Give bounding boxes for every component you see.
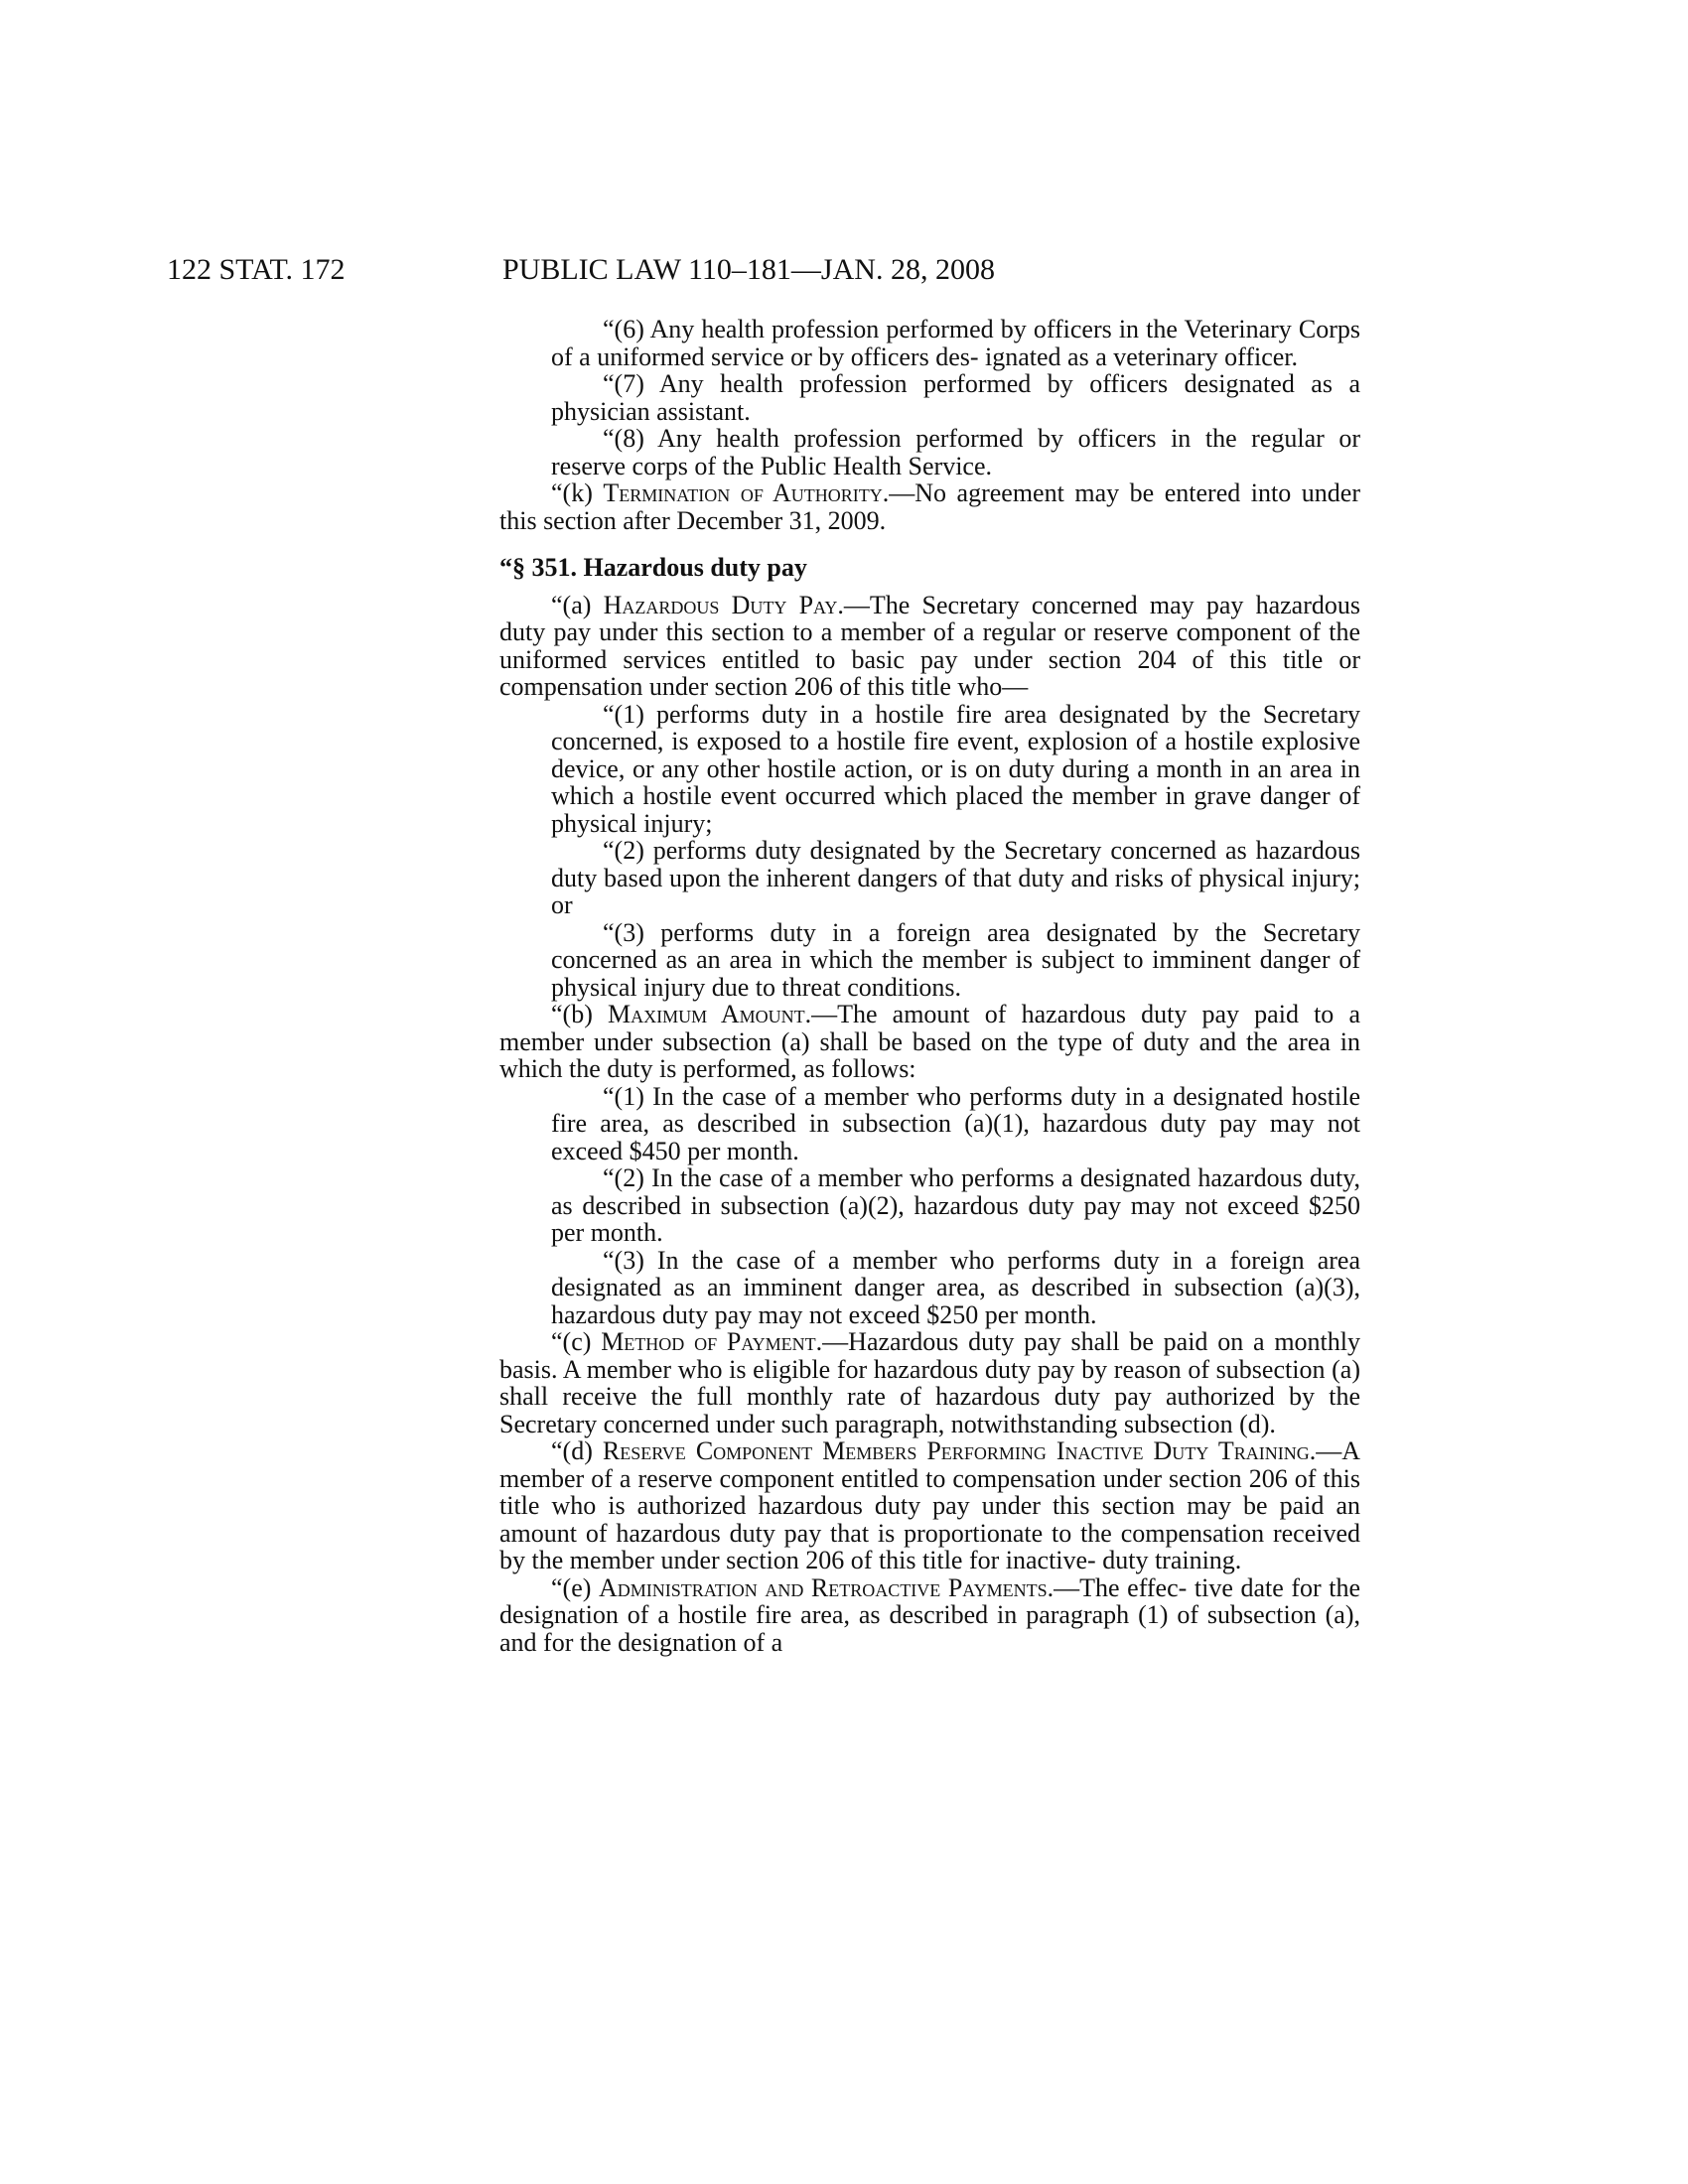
page-header: [167, 250, 1358, 290]
subsection-k-prefix: “(k): [551, 478, 604, 507]
subsection-c-method-of-payment: [499, 1328, 1360, 1437]
subsection-b-prefix: “(b): [551, 1000, 608, 1028]
subsection-b-item-1: “(1) In the case of a member who performs duty in a designated hostile fire area, as described in subsection (a)(1), hazardous duty pay may not exceed $450 per month.: [551, 1081, 1360, 1165]
subsection-d-heading: Reserve Component Members Performing Inactive Duty Training.: [602, 1436, 1317, 1465]
subsection-b-item-3: “(3) In the case of a member who performs duty in a foreign area designated as an imminent danger area, as described in subsection (a)(3), hazardous duty pay may not exceed $250 per month.: [551, 1245, 1360, 1329]
subsection-b-heading: Maximum Amount.: [608, 1000, 812, 1028]
subsection-a-prefix: “(a): [551, 590, 604, 619]
subsection-d-prefix: “(d): [551, 1436, 603, 1465]
subsection-b-text: —The amount of hazardous duty pay paid to a member under subsection (a) shall be based on the type of duty and the area in which the duty is performed, as follows:: [499, 1000, 1360, 1083]
subsection-c-heading: Method of Payment.: [601, 1327, 823, 1356]
subsection-k-termination: [499, 479, 1360, 534]
subsection-a-item-2: “(2) performs duty designated by the Secretary concerned as hazardous duty based upon the inherent dangers of that duty and risks of physical injury; or: [551, 836, 1360, 919]
statute-page-number: 122 STAT. 172: [167, 253, 346, 286]
subsection-d-reserve-component: [499, 1437, 1360, 1574]
subsection-e-prefix: “(e): [551, 1572, 599, 1602]
subsection-k-heading: Termination of Authority.: [603, 478, 890, 507]
subsection-d-text: —A member of a reserve component entitled to compensation under section 206 of this title who is authorized hazardous duty pay under this section may be paid an amount of hazardous duty pay that is proportionate to the compensation received by the member under section 206 of this title for inactive- duty training.: [499, 1436, 1361, 1574]
subsection-b-maximum-amount: [499, 1001, 1360, 1083]
section-351-heading: “§ 351. Hazardous duty pay: [499, 553, 807, 582]
paragraph-8-public-health-service: “(8) Any health profession performed by officers in the regular or reserve corps of the Public Health Service.: [551, 424, 1360, 480]
subsection-c-text: —Hazardous duty pay shall be paid on a monthly basis. A member who is eligible for hazardous duty pay by reason of subsection (a) shall receive the full monthly rate of hazardous duty pay authorized by the Secretary concerned under such paragraph, notwithstanding subsection (d).: [499, 1327, 1360, 1438]
subsection-e-administration: [499, 1574, 1360, 1657]
subsection-a-text: —The Secretary concerned may pay hazardous duty pay under this section to a member of a regular or reserve component of the uniformed services entitled to basic pay under section 204 of this title or compensation under section 206 of this title who—: [499, 590, 1360, 701]
subsection-b-item-2: “(2) In the case of a member who performs a designated hazardous duty, as described in subsection (a)(2), hazardous duty pay may not exceed $250 per month.: [551, 1163, 1360, 1247]
subsection-c-prefix: “(c): [551, 1327, 602, 1356]
paragraph-6-veterinary: “(6) Any health profession performed by officers in the Veterinary Corps of a uniformed service or by officers des- ignated as a veterinary officer.: [551, 315, 1360, 371]
subsection-a-item-1: “(1) performs duty in a hostile fire area designated by the Secretary concerned, is exposed to a hostile fire event, explosion of a hostile explosive device, or any other hostile action, or is on duty during a month in an area in which a hostile event occurred which placed the member in grave danger of physical injury;: [551, 699, 1360, 838]
page-body: [499, 316, 1360, 1656]
subsection-a-item-3: “(3) performs duty in a foreign area designated by the Secretary concerned as an area in which the member is subject to imminent danger of physical injury due to threat conditions.: [551, 917, 1360, 1002]
subsection-e-text: —The effec- tive date for the designation of a hostile fire area, as described in paragraph (1) of subsection (a), and for the designation of a: [499, 1572, 1360, 1657]
paragraph-7-physician-assistant: “(7) Any health profession performed by officers designated as a physician assistant.: [551, 369, 1360, 426]
subsection-a-hazardous-duty-pay: [499, 592, 1360, 701]
public-law-citation: PUBLIC LAW 110–181—JAN. 28, 2008: [502, 253, 995, 286]
subsection-a-heading: Hazardous Duty Pay.: [603, 590, 844, 619]
subsection-e-heading: Administration and Retroactive Payments.: [598, 1572, 1055, 1602]
subsection-k-text: —No agreement may be entered into under this section after December 31, 2009.: [499, 478, 1360, 535]
